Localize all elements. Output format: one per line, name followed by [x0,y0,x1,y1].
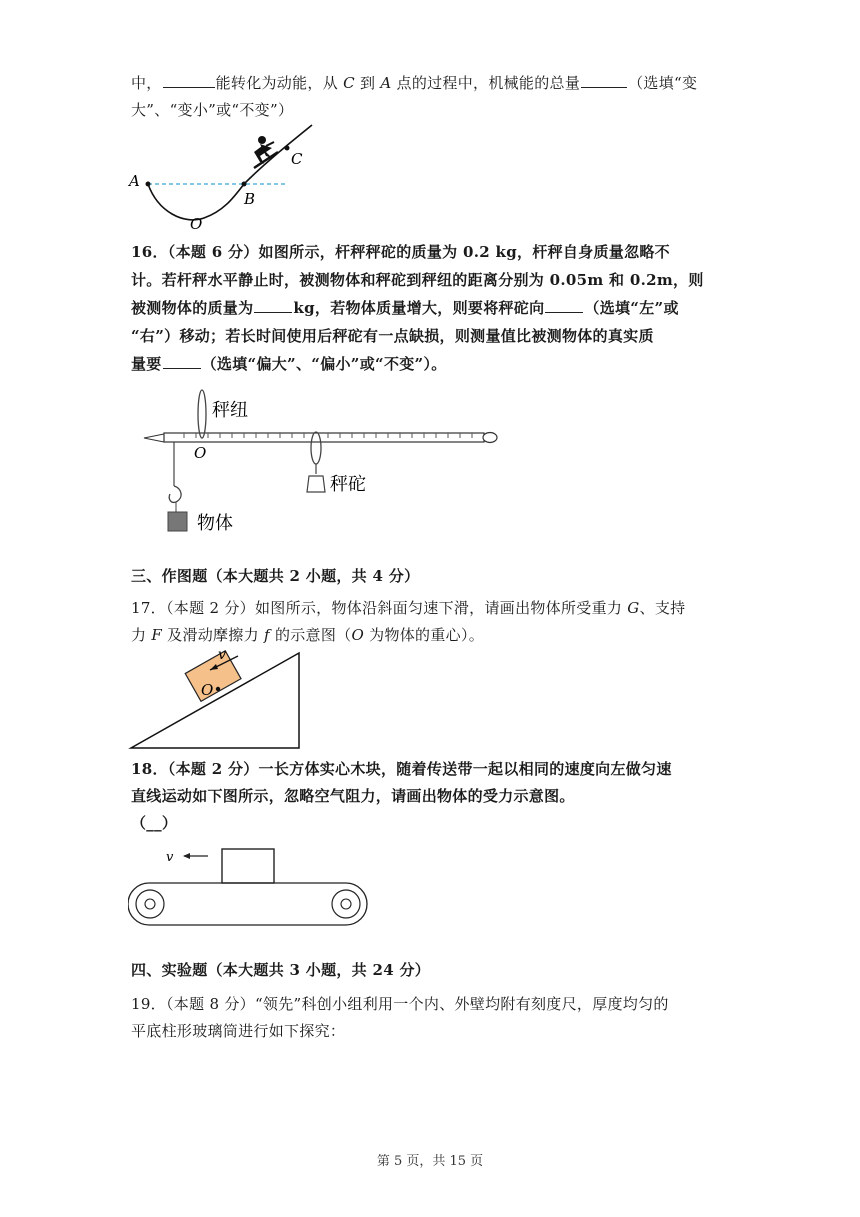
lifting-cord-loop [198,390,206,438]
q17-text-line2: 力 F 及滑动摩擦力 f 的示意图（O 为物体的重心）。 [131,626,485,644]
q18-text-line1: 18．（本题 2 分）一长方体实心木块，随着传送带一起以相同的速度向左做匀速 [131,760,672,778]
lifting-cord-label: 秤纽 [212,400,248,421]
object-label: 物体 [197,513,233,534]
velocity-label: v [166,850,174,865]
incline-figure [128,645,308,753]
answer-blank[interactable] [163,354,201,369]
conveyor-figure [128,840,373,930]
point-o-label: O [190,215,203,232]
q18-text-line3: （__） [131,814,178,832]
answer-blank[interactable] [545,298,583,313]
section4-heading: 四、实验题（本大题共 3 小题，共 24 分） [131,961,431,979]
sliding-weight [307,476,325,492]
q16-text-line4: “右”）移动；若长时间使用后秤砣有一点缺损，则测量值比被测物体的真实质 [131,327,654,345]
wood-block [222,849,274,883]
object-block [168,512,187,531]
skateboard-track-figure [126,122,326,232]
q15-text-line1: 中， 能转化为动能，从 C 到 A 点的过程中，机械能的总量 （选填“变 [131,74,698,92]
q16-text-line2: 计。若杆秤水平静止时，被测物体和秤砣到秤纽的距离分别为 0.05m 和 0.2m，则 [131,271,704,289]
steelyard-figure [140,388,510,538]
q18-text-line2: 直线运动如下图所示，忽略空气阻力，请画出物体的受力示意图。 [131,787,575,805]
velocity-label: v [218,647,226,663]
center-o-label: O [201,681,214,699]
answer-blank[interactable] [163,73,215,88]
answer-blank[interactable] [581,73,627,88]
pivot-o-label: O [194,444,207,462]
sliding-weight-label: 秤砣 [330,474,366,495]
answer-blank[interactable] [254,298,292,313]
point-c-label: C [291,150,303,168]
q15-text-line2: 大”、“变小”或“不变”） [131,101,294,119]
page-footer: 第 5 页，共 15 页 [376,1154,484,1169]
q19-text-line1: 19．（本题 8 分）“领先”科创小组利用一个内、外壁均附有刻度尺，厚度均匀的 [131,995,669,1013]
q17-text-line1: 17．（本题 2 分）如图所示，物体沿斜面匀速下滑，请画出物体所受重力 G、支持 [131,599,686,617]
q16-text-line5: 量要 （选填“偏大”、“偏小”或“不变”）。 [131,355,447,373]
q16-text-line3: 被测物体的质量为 kg，若物体质量增大，则要将秤砣向 （选填“左”或 [131,299,679,317]
q16-text-line1: 16．（本题 6 分）如图所示，杆秤秤砣的质量为 0.2 kg，杆秤自身质量忽略不 [131,243,670,261]
q19-text-line2: 平底柱形玻璃筒进行如下探究： [131,1022,346,1040]
point-a-label: A [129,172,140,190]
section3-heading: 三、作图题（本大题共 2 小题，共 4 分） [131,567,420,585]
point-b-label: B [244,190,256,208]
